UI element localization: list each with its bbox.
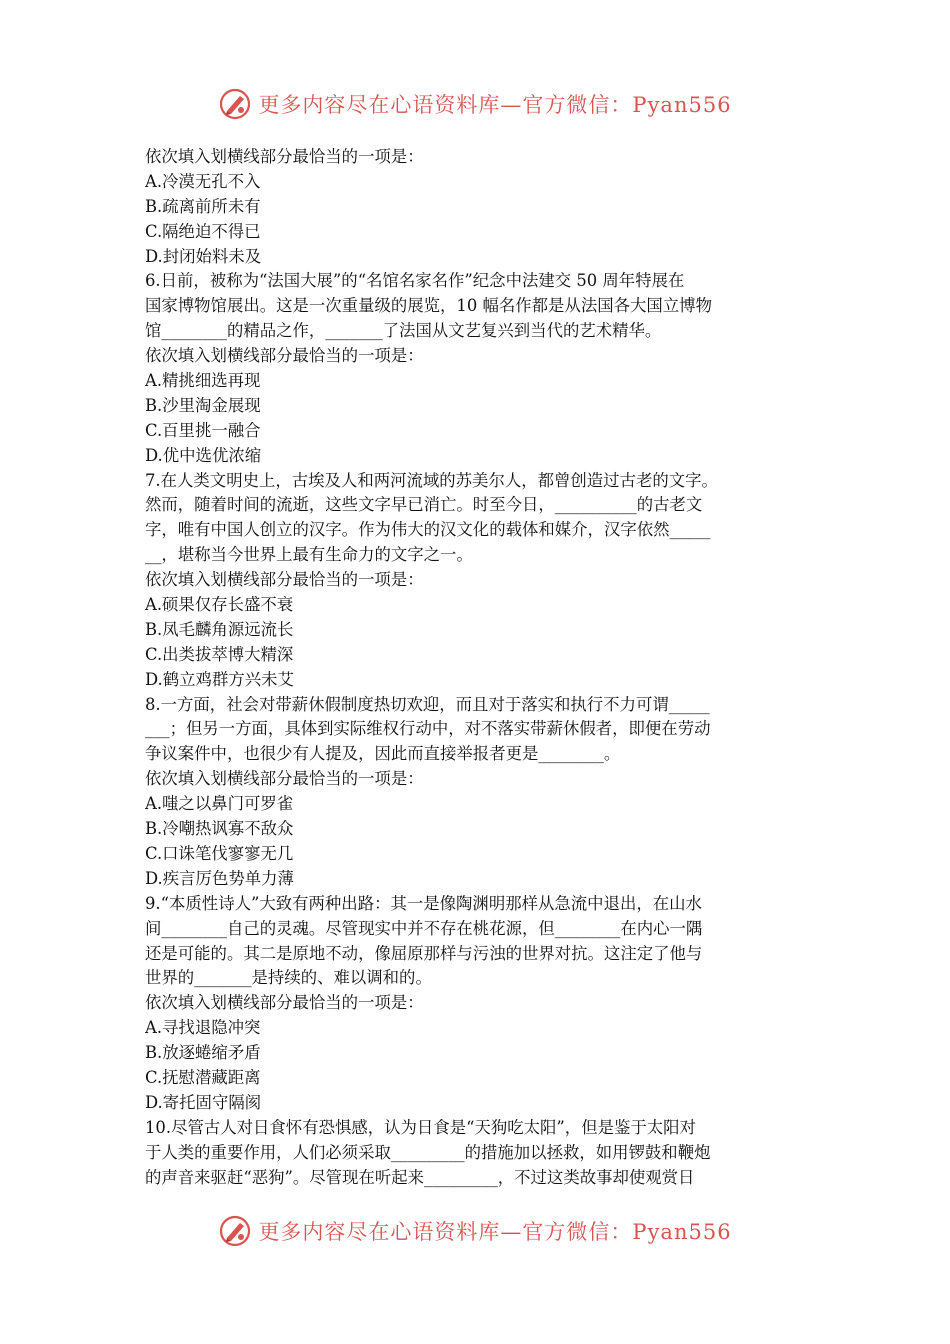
text-line: D.鹤立鸡群方兴未艾 (145, 669, 294, 689)
text-line: 馆________的精品之作，_______了法国从文艺复兴到当代的艺术精华。 (145, 321, 662, 341)
text-line: ___；但另一方面，具体到实际维权行动中，对不落实带薪休假者，即便在劳动 (145, 719, 711, 739)
text-line: A.寻找退隐冲突 (145, 1018, 261, 1038)
text-line: 于人类的重要作用，人们必须采取_________的措施加以拯救，如用锣鼓和鞭炮 (145, 1142, 711, 1162)
text-line: 字，唯有中国人创立的汉字。作为伟大的汉文化的载体和媒介，汉字依然_____ (145, 520, 711, 540)
text-line: 国家博物馆展出。这是一次重量级的展览，10 幅名作都是从法国各大国立博物 (145, 296, 712, 316)
footer-banner (0, 1209, 950, 1253)
text-line: B.冷嘲热讽寡不敌众 (145, 819, 294, 839)
text-line: 8.一方面，社会对带薪休假制度热切欢迎，而且对于落实和执行不力可谓_____ (145, 694, 710, 714)
text-line: 依次填入划横线部分最恰当的一项是： (145, 769, 424, 789)
text-line: D.优中选优浓缩 (145, 445, 262, 465)
text-line: D.寄托固守隔阂 (145, 1092, 262, 1112)
text-line: 间________自己的灵魂。尽管现实中并不存在桃花源，但________在内心一隅 (145, 918, 703, 938)
text-line: B.沙里淘金展现 (145, 395, 261, 415)
text-line: C.口诛笔伐寥寥无几 (145, 843, 294, 863)
text-line: 6.日前，被称为“法国大展”的“名馆名家名作”纪念中法建交 50 周年特展在 (145, 271, 685, 291)
text-line: 的声音来驱赶“恶狗”。尽管现在听起来_________，不过这类故事却使观赏日 (145, 1167, 695, 1187)
text-line: B.放逐蜷缩矛盾 (145, 1043, 261, 1063)
text-line: 还是可能的。其二是原地不动，像屈原那样与污浊的世界对抗。这注定了他与 (145, 943, 703, 963)
text-line: 10.尽管古人对日食怀有恐惧感，认为日食是“天狗吃太阳”，但是鉴于太阳对 (145, 1117, 696, 1137)
text-line: 争议案件中，也很少有人提及，因此而直接举报者更是________。 (145, 744, 621, 764)
pen-logo-icon (218, 1214, 252, 1248)
text-line: B.凤毛麟角源远流长 (145, 619, 294, 639)
header-banner (0, 82, 950, 126)
text-line: A.硕果仅存长盛不衰 (145, 595, 294, 615)
text-line: A.冷漠无孔不入 (145, 171, 261, 191)
text-line: D.封闭始料未及 (145, 246, 262, 266)
text-line: D.疾言厉色势单力薄 (145, 868, 294, 888)
text-line: A.精挑细选再现 (145, 371, 261, 391)
text-line: 然而，随着时间的流逝，这些文字早已消亡。时至今日，__________的古老文 (145, 495, 703, 515)
text-line: 依次填入划横线部分最恰当的一项是： (145, 570, 424, 590)
text-line: C.隔绝迫不得已 (145, 221, 261, 241)
text-line: C.百里挑一融合 (145, 420, 261, 440)
pen-logo-icon (218, 87, 252, 121)
document-body (145, 145, 810, 1190)
text-line: 世界的_______是持续的、难以调和的。 (145, 968, 432, 988)
banner-text: 更多内容尽在心语资料库—官方微信：Pyan556 (258, 1220, 732, 1244)
text-line: C.出类拔萃博大精深 (145, 644, 294, 664)
text-line: A.嗤之以鼻门可罗雀 (145, 794, 294, 814)
text-line: 依次填入划横线部分最恰当的一项是： (145, 993, 424, 1013)
banner-text: 更多内容尽在心语资料库—官方微信：Pyan556 (258, 93, 732, 117)
text-line: 依次填入划横线部分最恰当的一项是： (145, 147, 424, 166)
text-line: 9.“本质性诗人”大致有两种出路：其一是像陶渊明那样从急流中退出，在山水 (145, 893, 702, 913)
text-line: __，堪称当今世界上最有生命力的文字之一。 (145, 545, 473, 565)
text-line: 7.在人类文明史上，古埃及人和两河流域的苏美尔人，都曾创造过古老的文字。 (145, 470, 718, 490)
text-line: B.疏离前所未有 (145, 196, 261, 216)
text-line: 依次填入划横线部分最恰当的一项是： (145, 346, 424, 366)
text-line: C.抚慰潜藏距离 (145, 1067, 261, 1087)
